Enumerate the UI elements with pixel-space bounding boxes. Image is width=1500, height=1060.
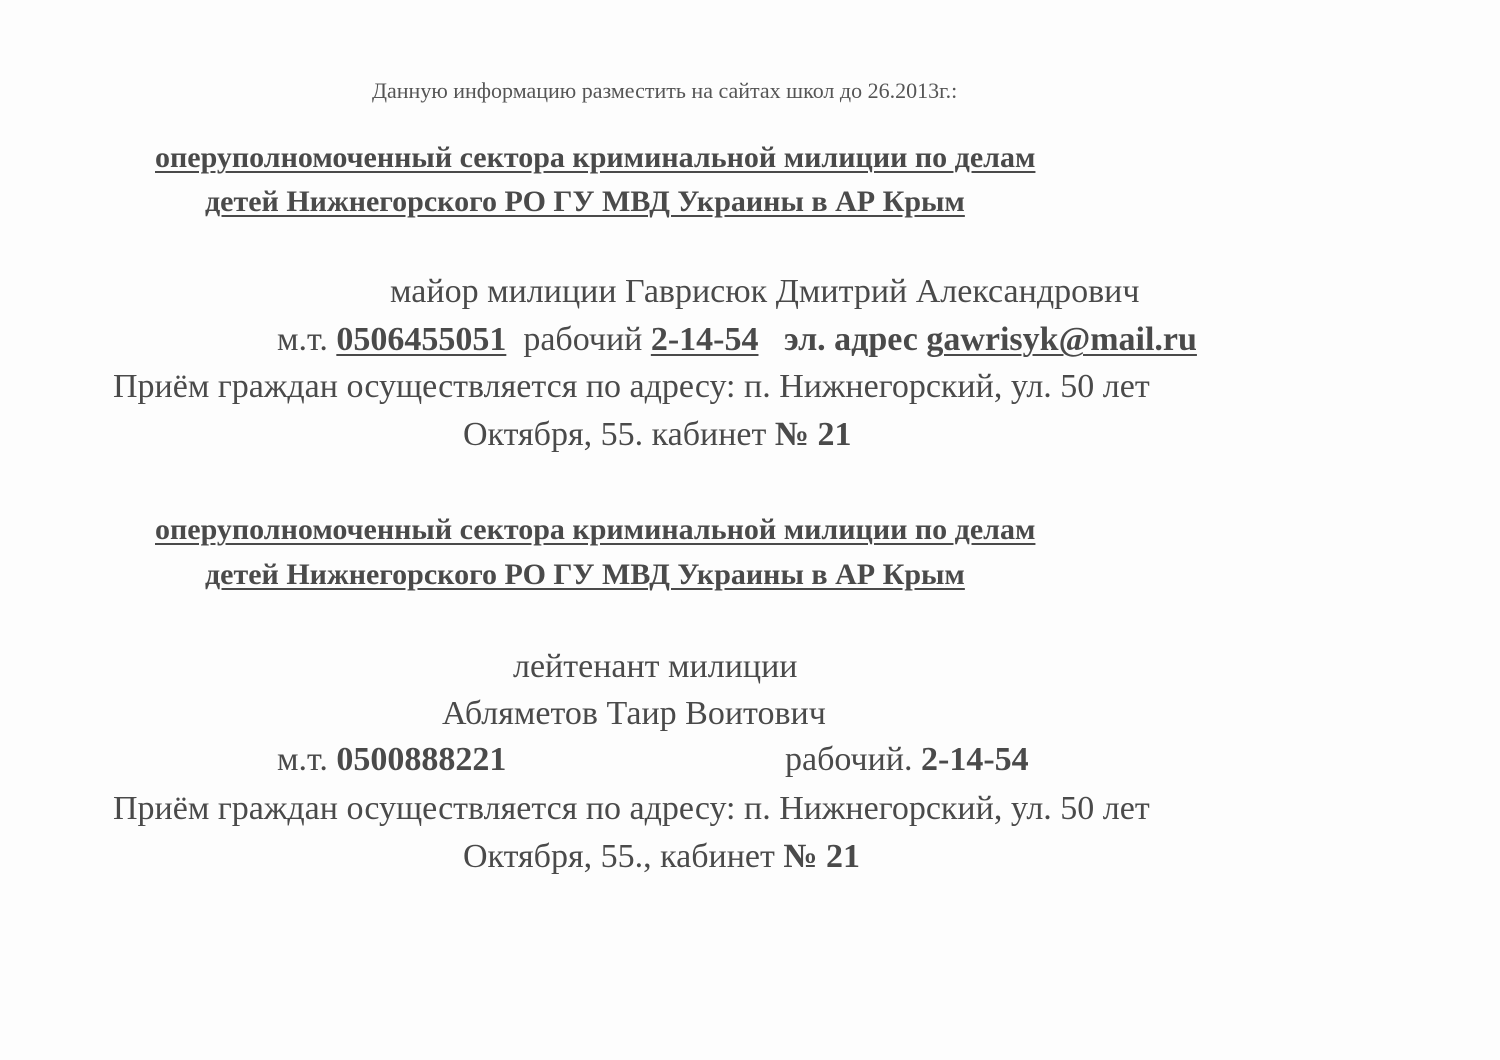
officer-1-address-line-2	[463, 418, 852, 452]
intro-note: Данную информацию разместить на сайтах школ до 26.2013г.:	[372, 78, 958, 103]
address-text: Октября, 55. кабинет	[463, 416, 767, 453]
email-label: эл. адрес	[783, 321, 918, 358]
room-number: № 21	[783, 838, 861, 875]
heading-1-line-2: детей Нижнегорского РО ГУ МВД Украины в АР Крым	[205, 185, 965, 218]
heading-2-line-1: оперуполномоченный сектора криминальной милиции по делам	[155, 513, 1036, 546]
email-address: gawrisyk@mail.ru	[926, 321, 1197, 358]
officer-2-rank: лейтенант милиции	[513, 648, 798, 685]
officer-2-name: Абляметов Таир Воитович	[442, 695, 826, 732]
work-number: 2-14-54	[921, 741, 1029, 778]
officer-1-name: майор милиции Гаврисюк Дмитрий Александрович	[390, 273, 1140, 310]
mobile-label: м.т.	[277, 741, 328, 778]
officer-2-address-line-1: Приём граждан осуществляется по адресу: п. Нижнегорский, ул. 50 лет	[113, 790, 1150, 827]
officer-1-contacts	[277, 323, 1197, 357]
officer-2-address-line-2	[463, 840, 860, 874]
mobile-number: 0500888221	[336, 741, 507, 778]
heading-2-line-2: детей Нижнегорского РО ГУ МВД Украины в АР Крым	[205, 558, 965, 591]
officer-2-work	[785, 743, 1029, 777]
mobile-number: 0506455051	[336, 321, 507, 358]
work-label: рабочий.	[785, 741, 913, 778]
address-text: Октября, 55., кабинет	[463, 838, 775, 875]
room-number: № 21	[774, 416, 852, 453]
work-number: 2-14-54	[650, 321, 759, 358]
mobile-label: м.т.	[277, 321, 328, 358]
heading-1-line-1: оперуполномоченный сектора криминальной милиции по делам	[155, 141, 1036, 174]
officer-1-address-line-1: Приём граждан осуществляется по адресу: п. Нижнегорский, ул. 50 лет	[113, 368, 1150, 405]
work-label: рабочий	[523, 321, 643, 358]
officer-2-mobile	[277, 743, 506, 777]
